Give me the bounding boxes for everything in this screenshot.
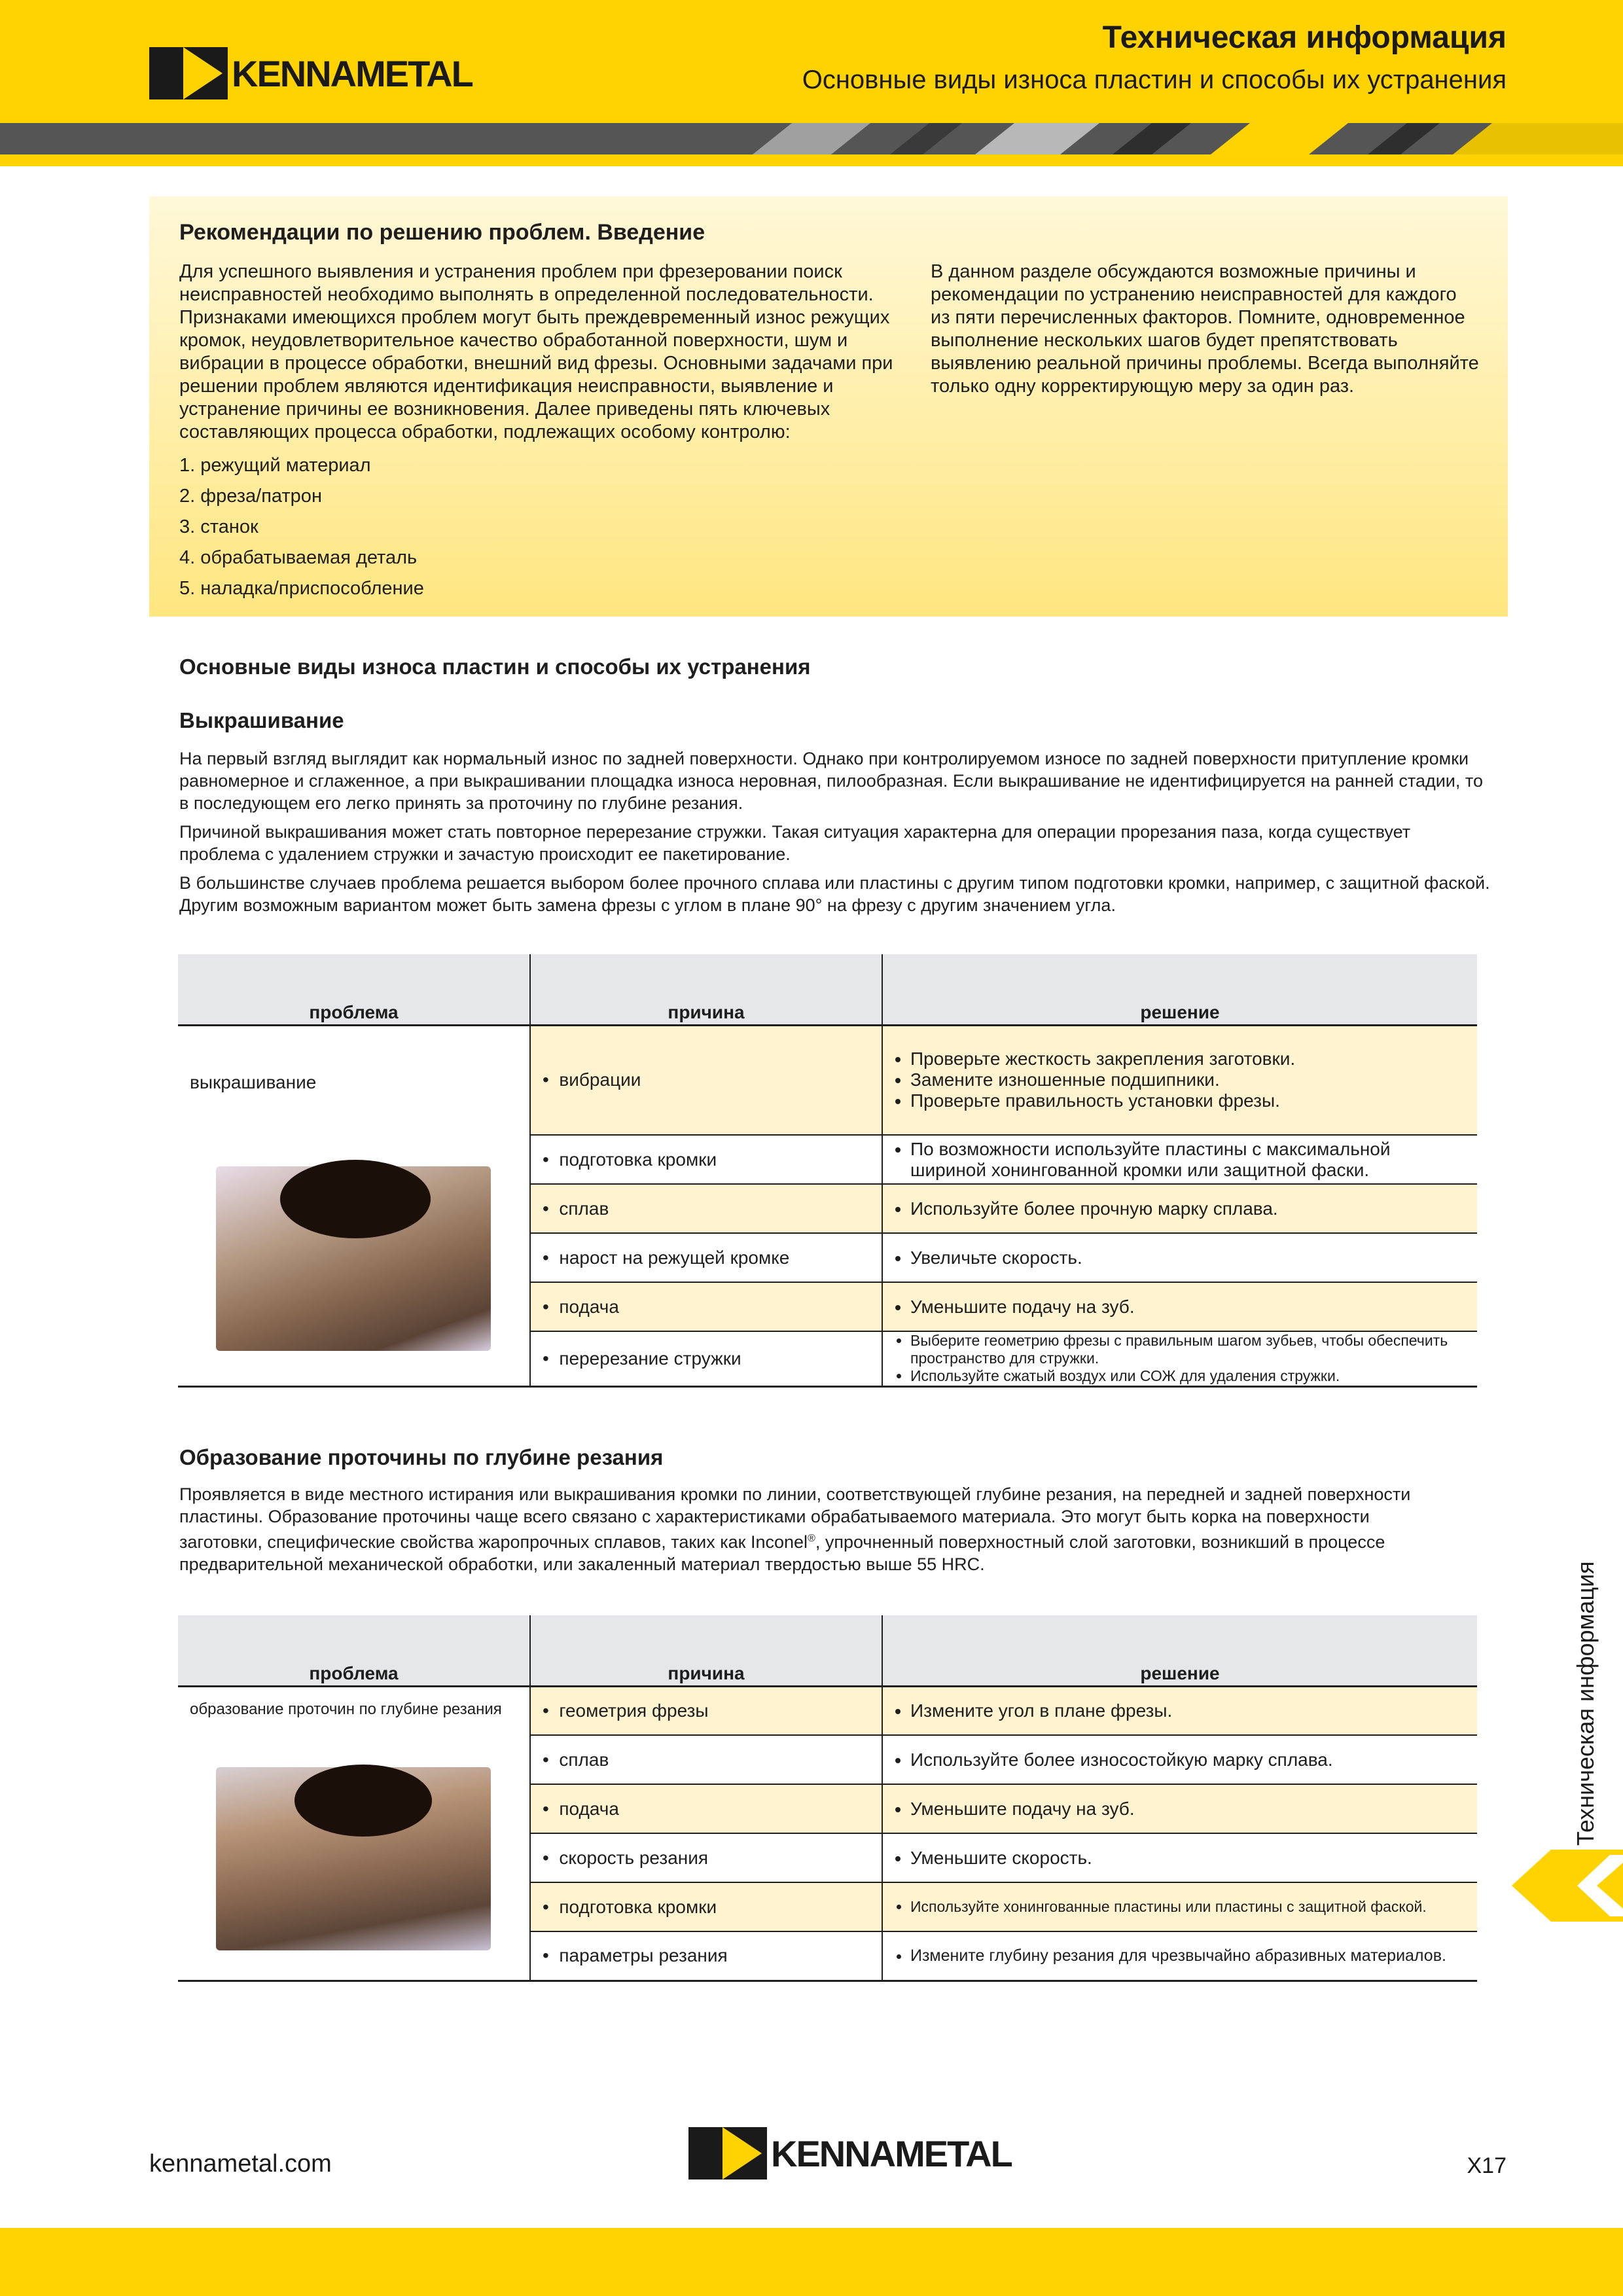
kennametal-k-logo	[149, 47, 228, 99]
table-row	[178, 1025, 1477, 1135]
intro-left-text: Для успешного выявления и устранения проблем при фрезеровании поиск неисправностей необходимо выполнять в определенной последовательности. Признаками имеющихся проблем могут быть преждевременный износ режущих кромок, неудовлетворительное качество обработанной поверхности, шум и вибрации в процессе обработки, внешний вид фрезы. Основными задачами при решении проблем являются идентификация неисправности, выявление и устранение причины ее возникновения. Далее приведены пять ключевых составляющих процесса обработки, подлежащих особому контролю:	[179, 261, 893, 442]
solution-cell	[882, 1135, 1477, 1184]
solution-cell	[882, 1282, 1477, 1331]
solution-cell	[882, 1882, 1477, 1931]
solution-item: • Измените угол в плане фрезы.	[910, 1700, 1465, 1721]
solution-cell	[882, 1233, 1477, 1282]
notching-text-1: Проявляется в виде местного истирания или выкрашивания кромки по линии, соответствующей глубине резания, на передней и задней поверхности пластины. Образование проточины чаще всего связано с характеристиками обрабатываемого материала. Это могут быть корка на поверхности заготовки, специфические свойства жаропрочных сплавов, таких как Inconel	[179, 1484, 1411, 1552]
side-tab-label	[1563, 1561, 1602, 1846]
cause-text: подача	[559, 1296, 619, 1317]
table-header-row	[178, 1615, 1477, 1686]
page-number: X17	[1467, 2153, 1507, 2178]
cause-text: сплав	[559, 1198, 609, 1219]
solution-item: • Используйте более износостойкую марку сплава.	[910, 1749, 1465, 1770]
cause-cell: • подготовка кромки	[530, 1135, 882, 1184]
header-solution: решение	[882, 954, 1477, 1025]
cause-text: подготовка кромки	[559, 1896, 717, 1917]
cause-text: параметры резания	[559, 1945, 728, 1966]
header-cause: причина	[530, 1615, 882, 1686]
header-stripe	[0, 123, 1623, 154]
cause-cell: • параметры резания	[530, 1931, 882, 1981]
header-solution: решение	[882, 1615, 1477, 1686]
solution-item: • Уменьшите подачу на зуб.	[910, 1297, 1465, 1318]
header-stripe-yellow	[0, 154, 1623, 166]
cause-text: нарост на режущей кромке	[559, 1247, 790, 1268]
solution-item: • Используйте сжатый воздух или СОЖ для удаления стружки.	[910, 1367, 1465, 1385]
solution-cell	[882, 1784, 1477, 1833]
footer-brand-name: KENNAMETAL	[771, 2132, 1012, 2174]
side-tab-text: Техническая информация	[1572, 1561, 1599, 1846]
solution-cell	[882, 1331, 1477, 1386]
chipping-title: Выкрашивание	[179, 708, 344, 732]
notching-title: Образование проточины по глубине резания	[179, 1445, 664, 1469]
cause-text: перерезание стружки	[559, 1348, 741, 1369]
chipping-paragraph-3: В большинстве случаев проблема решается выбором более прочного сплава или пластины с другим типом подготовки кромки, например, с защитной фаской. Другим возможным вариантом может быть замена фрезы с углом в плане 90° на фрезу с другим значением угла.	[179, 873, 1490, 915]
footer-site: kennametal.com	[149, 2150, 332, 2178]
list-item: 4. обрабатываемая деталь	[179, 547, 418, 568]
cause-cell: • скорость резания	[530, 1833, 882, 1882]
solution-cell	[882, 1735, 1477, 1784]
kennametal-k-logo	[688, 2127, 767, 2179]
solution-item: • Выберите геометрию фрезы с правильным шагом зубьев, чтобы обеспечить пространство для стружки.	[910, 1332, 1465, 1367]
table-row	[178, 1686, 1477, 1735]
notching-text-2: , упрочненный поверхностный слой заготовки, возникший в процессе предварительной механической обработки, или закаленный материал твердостью выше 55 HRC.	[179, 1532, 1385, 1574]
chevron-left-icon	[1512, 1850, 1623, 1922]
problem-label: образование проточин по глубине резания	[190, 1700, 502, 1718]
cause-text: подача	[559, 1798, 619, 1819]
intro-title: Рекомендации по решению проблем. Введение	[179, 220, 705, 245]
chipping-paragraph-2: Причиной выкрашивания может стать повторное перерезание стружки. Такая ситуация характерна для операции прорезания паза, когда существует проблема с удалением стружки и зачастую происходит ее пакетирование.	[179, 822, 1411, 864]
cause-text: подготовка кромки	[559, 1149, 717, 1170]
solution-cell	[882, 1025, 1477, 1135]
insert-hole	[280, 1160, 431, 1238]
cause-cell: • подача	[530, 1282, 882, 1331]
cause-cell: • подача	[530, 1784, 882, 1833]
notching-insert-photo	[216, 1767, 491, 1950]
solution-item: • По возможности используйте пластины с максимальной шириной хонингованной кромки или защитной фаски.	[910, 1139, 1465, 1181]
cause-cell: • нарост на режущей кромке	[530, 1233, 882, 1282]
solution-item: • Используйте хонингованные пластины или пластины с защитной фаской.	[910, 1898, 1465, 1916]
header-problem: проблема	[178, 954, 530, 1025]
problem-label: выкрашивание	[190, 1071, 317, 1092]
chipping-paragraph-1: На первый взгляд выглядит как нормальный износ по задней поверхности. Однако при контролируемом износе по задней поверхности притупление кромки равномерное и сглаженное, а при выкрашивании площадка износа неровная, пилообразная. Если выкрашивание не идентифицируется на ранней стадии, то в последующем его легко принять за проточину по глубине резания.	[179, 749, 1483, 813]
footer-band	[0, 2228, 1623, 2296]
solution-item: • Уменьшите подачу на зуб.	[910, 1799, 1465, 1820]
solution-item: • Замените изношенные подшипники.	[910, 1069, 1465, 1090]
stripe-pattern	[0, 123, 1623, 154]
cause-text: геометрия фрезы	[559, 1700, 709, 1721]
cause-cell: • перерезание стружки	[530, 1331, 882, 1386]
brand-name: KENNAMETAL	[232, 52, 473, 94]
table-header-row	[178, 954, 1477, 1025]
intro-list	[179, 450, 424, 604]
header-cause: причина	[530, 954, 882, 1025]
list-item: 5. наладка/приспособление	[179, 578, 424, 599]
insert-hole	[294, 1765, 432, 1837]
brand-logo	[149, 47, 473, 99]
cause-text: сплав	[559, 1749, 609, 1770]
solution-item: • Увеличьте скорость.	[910, 1247, 1465, 1268]
cause-cell: • сплав	[530, 1184, 882, 1233]
solution-item: • Проверьте жесткость закрепления заготовки.	[910, 1049, 1465, 1069]
doc-subtitle: Основные виды износа пластин и способы их устранения	[802, 65, 1507, 94]
cause-text: вибрации	[559, 1069, 641, 1090]
registered-mark: ®	[808, 1533, 815, 1544]
list-item: 1. режущий материал	[179, 455, 371, 476]
cause-cell: • геометрия фрезы	[530, 1686, 882, 1735]
cause-cell: • сплав	[530, 1735, 882, 1784]
section-title: Основные виды износа пластин и способы их устранения	[179, 655, 811, 679]
solution-item: • Измените глубину резания для чрезвычайно абразивных материалов.	[910, 1946, 1465, 1965]
header-problem: проблема	[178, 1615, 530, 1686]
footer-logo	[688, 2127, 1012, 2179]
intro-right-text: В данном разделе обсуждаются возможные причины и рекомендации по устранению неисправностей для каждого из пяти перечисленных факторов. Помните, одновременное выполнение нескольких шагов будет препятствовать выявлению реальной причины проблемы. Всегда выполняйте только одну корректирующую меру за один раз.	[931, 261, 1479, 397]
cause-text: скорость резания	[559, 1847, 709, 1868]
solution-cell	[882, 1931, 1477, 1981]
solution-cell	[882, 1686, 1477, 1735]
notching-paragraph	[179, 1483, 1455, 1575]
solution-cell	[882, 1833, 1477, 1882]
doc-title: Техническая информация	[1102, 20, 1507, 55]
cause-cell: • вибрации	[530, 1025, 882, 1135]
solution-item: • Уменьшите скорость.	[910, 1848, 1465, 1869]
list-item: 2. фреза/патрон	[179, 486, 322, 507]
cause-cell: • подготовка кромки	[530, 1882, 882, 1931]
solution-item: • Используйте более прочную марку сплава.	[910, 1198, 1465, 1219]
chipping-insert-photo	[216, 1166, 491, 1351]
list-item: 3. станок	[179, 516, 259, 537]
solution-item: • Проверьте правильность установки фрезы.	[910, 1090, 1465, 1111]
solution-cell	[882, 1184, 1477, 1233]
